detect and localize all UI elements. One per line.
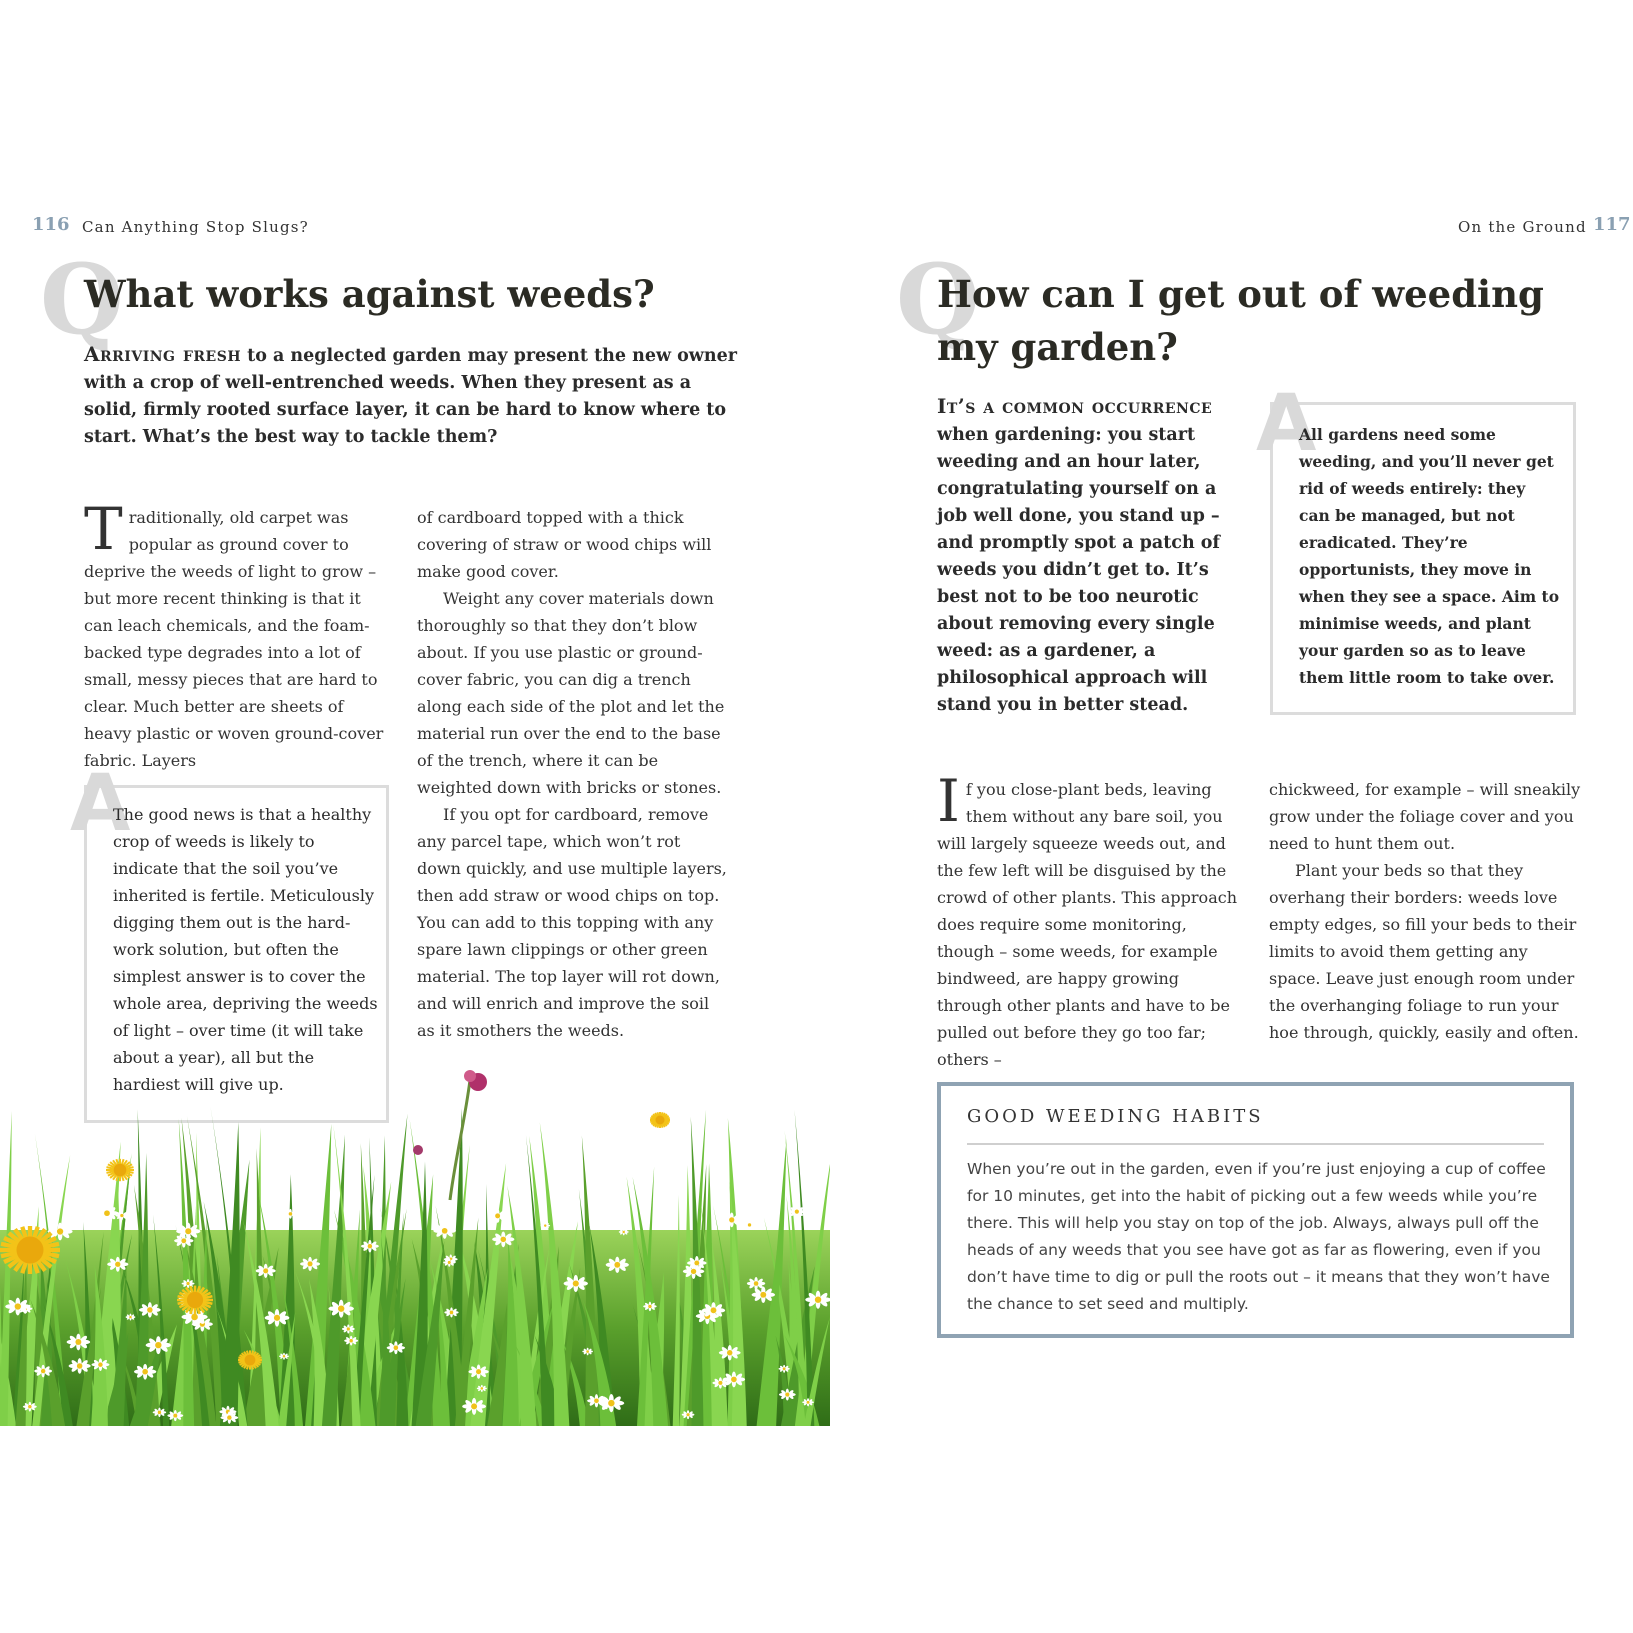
drop-cap: T bbox=[84, 495, 123, 563]
daisy bbox=[723, 1371, 745, 1387]
body-paragraph: of cardboard topped with a thick covering of straw or wood chips will make good cover. bbox=[417, 508, 712, 581]
daisy bbox=[167, 1410, 183, 1421]
daisy bbox=[344, 1336, 358, 1346]
daisy bbox=[134, 1364, 156, 1380]
daisy bbox=[126, 1314, 136, 1321]
daisy bbox=[779, 1389, 796, 1401]
daisy bbox=[779, 1365, 790, 1373]
question-heading: What works against weeds? bbox=[84, 272, 655, 316]
dandelion bbox=[0, 1226, 60, 1274]
body-paragraph: If you opt for cardboard, remove any parcel tape, which won’t rot down quickly, and use multiple layers, then add straw or wood chips on top. You can add to this topping with any spare lawn clippings or other green material. The top layer will rot down, and will enrich and improve the soil as it smothers the weeds. bbox=[417, 805, 727, 1040]
daisy bbox=[5, 1298, 30, 1316]
q-letter-icon: Q bbox=[896, 243, 980, 356]
daisy bbox=[279, 1353, 289, 1360]
daisy bbox=[221, 1411, 239, 1423]
daisy bbox=[721, 1213, 742, 1228]
question-heading: How can I get out of weeding my garden? bbox=[937, 272, 1544, 369]
daisy bbox=[564, 1275, 588, 1292]
body-column-2 bbox=[1269, 776, 1581, 1046]
daisy bbox=[48, 1223, 73, 1241]
daisy bbox=[256, 1264, 276, 1278]
daisy bbox=[115, 1211, 128, 1220]
daisy bbox=[606, 1257, 629, 1273]
intro-rest: to a neglected garden may present the new owner with a crop of well-entrenched weeds. When they present as a solid, firmly rooted surface layer, it can be hard to know where to start. What’s the best way to tackle them? bbox=[84, 346, 737, 447]
daisy bbox=[328, 1300, 353, 1318]
running-title: Can Anything Stop Slugs? bbox=[82, 218, 309, 236]
body-text: f you close-plant beds, leaving them without any bare soil, you will largely squeeze weeds out, and the few left will be disguised by the crowd of other plants. This approach does require some monitoring, though – some weeds, for example bindweed, are happy growing through other plants and have to be pulled out before they go too far; others – bbox=[937, 780, 1237, 1069]
daisy bbox=[492, 1231, 514, 1247]
daisy bbox=[743, 1220, 756, 1229]
answer-text: All gardens need some weeding, and you’ll never get rid of weeds entirely: they can be managed, but not eradicated. They’re opportunists, they move in when they see a space. Aim to minimise weeds, and plant your garden so as to leave them little room to take over. bbox=[1299, 425, 1560, 687]
box-text: When you’re out in the garden, even if you’re just enjoying a cup of coffee for 10 minutes, get into the habit of picking out a few weeds while you’re there. This will help you stay on top of the job. Always, always pull off the heads of any weeds that you see have got as far as flowering, even if you don’t have time to dig or pull the roots out – it means that they won’t have the chance to set seed and multiply. bbox=[967, 1160, 1550, 1313]
daisy bbox=[747, 1277, 765, 1290]
box-title: GOOD WEEDING HABITS bbox=[967, 1106, 1264, 1127]
daisy bbox=[265, 1309, 290, 1327]
body-text: raditionally, old carpet was popular as ground cover to deprive the weeds of light to grow – but more recent thinking is that it can leach chemicals, and the foam-backed type degrades into a lot of small, messy pieces that are hard to clear. Much better are sheets of heavy plastic or woven ground-cover fabric. Layers bbox=[84, 508, 384, 770]
a-letter-icon: A bbox=[70, 759, 131, 849]
meadow-illustration bbox=[0, 1060, 830, 1426]
daisy bbox=[802, 1398, 814, 1406]
daisy bbox=[146, 1336, 171, 1354]
daisy bbox=[283, 1209, 297, 1219]
page-number: 116 bbox=[32, 214, 70, 235]
daisy bbox=[361, 1240, 379, 1253]
good-weeding-habits-box bbox=[937, 1082, 1574, 1338]
daisy bbox=[462, 1398, 486, 1415]
daisy bbox=[444, 1307, 458, 1317]
box-divider bbox=[967, 1143, 1544, 1145]
q-letter-icon: Q bbox=[40, 243, 124, 356]
daisy bbox=[477, 1385, 487, 1392]
daisy bbox=[582, 1348, 593, 1356]
body-paragraph: Weight any cover materials down thoroughly so that they don’t blow about. If you use plastic or ground-cover fabric, you can dig a trench along each side of the plot and let the material run over the end to the base of the trench, where it can be weighted down with bricks or stones. bbox=[417, 589, 725, 797]
daisy bbox=[300, 1257, 320, 1271]
daisy bbox=[139, 1302, 161, 1317]
daisy bbox=[92, 1358, 110, 1371]
daisy bbox=[687, 1256, 707, 1270]
intro-paragraph bbox=[84, 341, 744, 451]
daisy bbox=[182, 1279, 195, 1288]
dandelion bbox=[177, 1286, 213, 1315]
daisy bbox=[468, 1365, 488, 1379]
daisy bbox=[643, 1302, 656, 1312]
intro-paragraph bbox=[937, 393, 1247, 719]
left-page bbox=[0, 0, 816, 1633]
right-page bbox=[816, 0, 1632, 1633]
intro-rest: when gardening: you start weeding and an hour later, congratulating yourself on a job well done, you stand up – and promptly spot a patch of weeds you didn’t get to. It’s best not to be too neurotic about removing every single weed: as a gardener, a philosophical approach will stand you in better stead. bbox=[937, 425, 1220, 715]
daisy bbox=[174, 1234, 193, 1248]
daisy bbox=[387, 1341, 405, 1354]
daisy bbox=[34, 1365, 52, 1378]
answer-text: The good news is that a healthy crop of weeds is likely to indicate that the soil you’ve inherited is fertile. Meticulously digging them out is the hard-work solution, but often the simplest answer is to cover the whole area, depriving the weeds of light – over time (it will take about a year), all but the hardiest will give up. bbox=[113, 805, 378, 1094]
daisy bbox=[433, 1223, 456, 1239]
body-column-2 bbox=[417, 504, 727, 1044]
intro-lead: It’s a common occurrence bbox=[937, 394, 1213, 418]
daisy bbox=[702, 1302, 725, 1319]
daisy bbox=[443, 1258, 455, 1267]
daisy bbox=[67, 1334, 91, 1351]
body-paragraph: chickweed, for example – will sneakily grow under the foliage cover and you need to hunt them out. bbox=[1269, 780, 1581, 853]
daisy bbox=[23, 1402, 37, 1412]
a-letter-icon: A bbox=[1256, 379, 1317, 469]
daisy bbox=[719, 1345, 741, 1360]
running-title: On the Ground bbox=[1458, 218, 1587, 236]
body-column-1 bbox=[937, 767, 1247, 1073]
body-paragraph: Plant your beds so that they overhang their borders: weeds love empty edges, so fill your beds to their limits to avoid them getting any space. Leave just enough room under the overhanging foliage to run your hoe through, quickly, easily and often. bbox=[1269, 861, 1579, 1042]
body-column-1 bbox=[84, 495, 394, 774]
daisy bbox=[599, 1394, 625, 1412]
daisy bbox=[540, 1222, 550, 1229]
pink-wildflower bbox=[413, 1070, 487, 1200]
dandelion bbox=[650, 1112, 670, 1128]
page-number: 117 bbox=[1593, 214, 1631, 235]
dandelion bbox=[238, 1350, 262, 1369]
dandelion bbox=[106, 1159, 134, 1181]
intro-lead: Arriving fresh bbox=[84, 342, 242, 366]
daisy bbox=[682, 1410, 695, 1419]
daisy bbox=[488, 1209, 508, 1223]
drop-cap: I bbox=[937, 767, 960, 835]
daisy bbox=[69, 1358, 91, 1374]
daisy bbox=[153, 1408, 167, 1418]
daisy bbox=[789, 1206, 806, 1218]
daisy bbox=[96, 1205, 119, 1221]
daisy bbox=[107, 1257, 128, 1272]
daisy bbox=[619, 1228, 629, 1235]
daisy bbox=[342, 1324, 355, 1333]
